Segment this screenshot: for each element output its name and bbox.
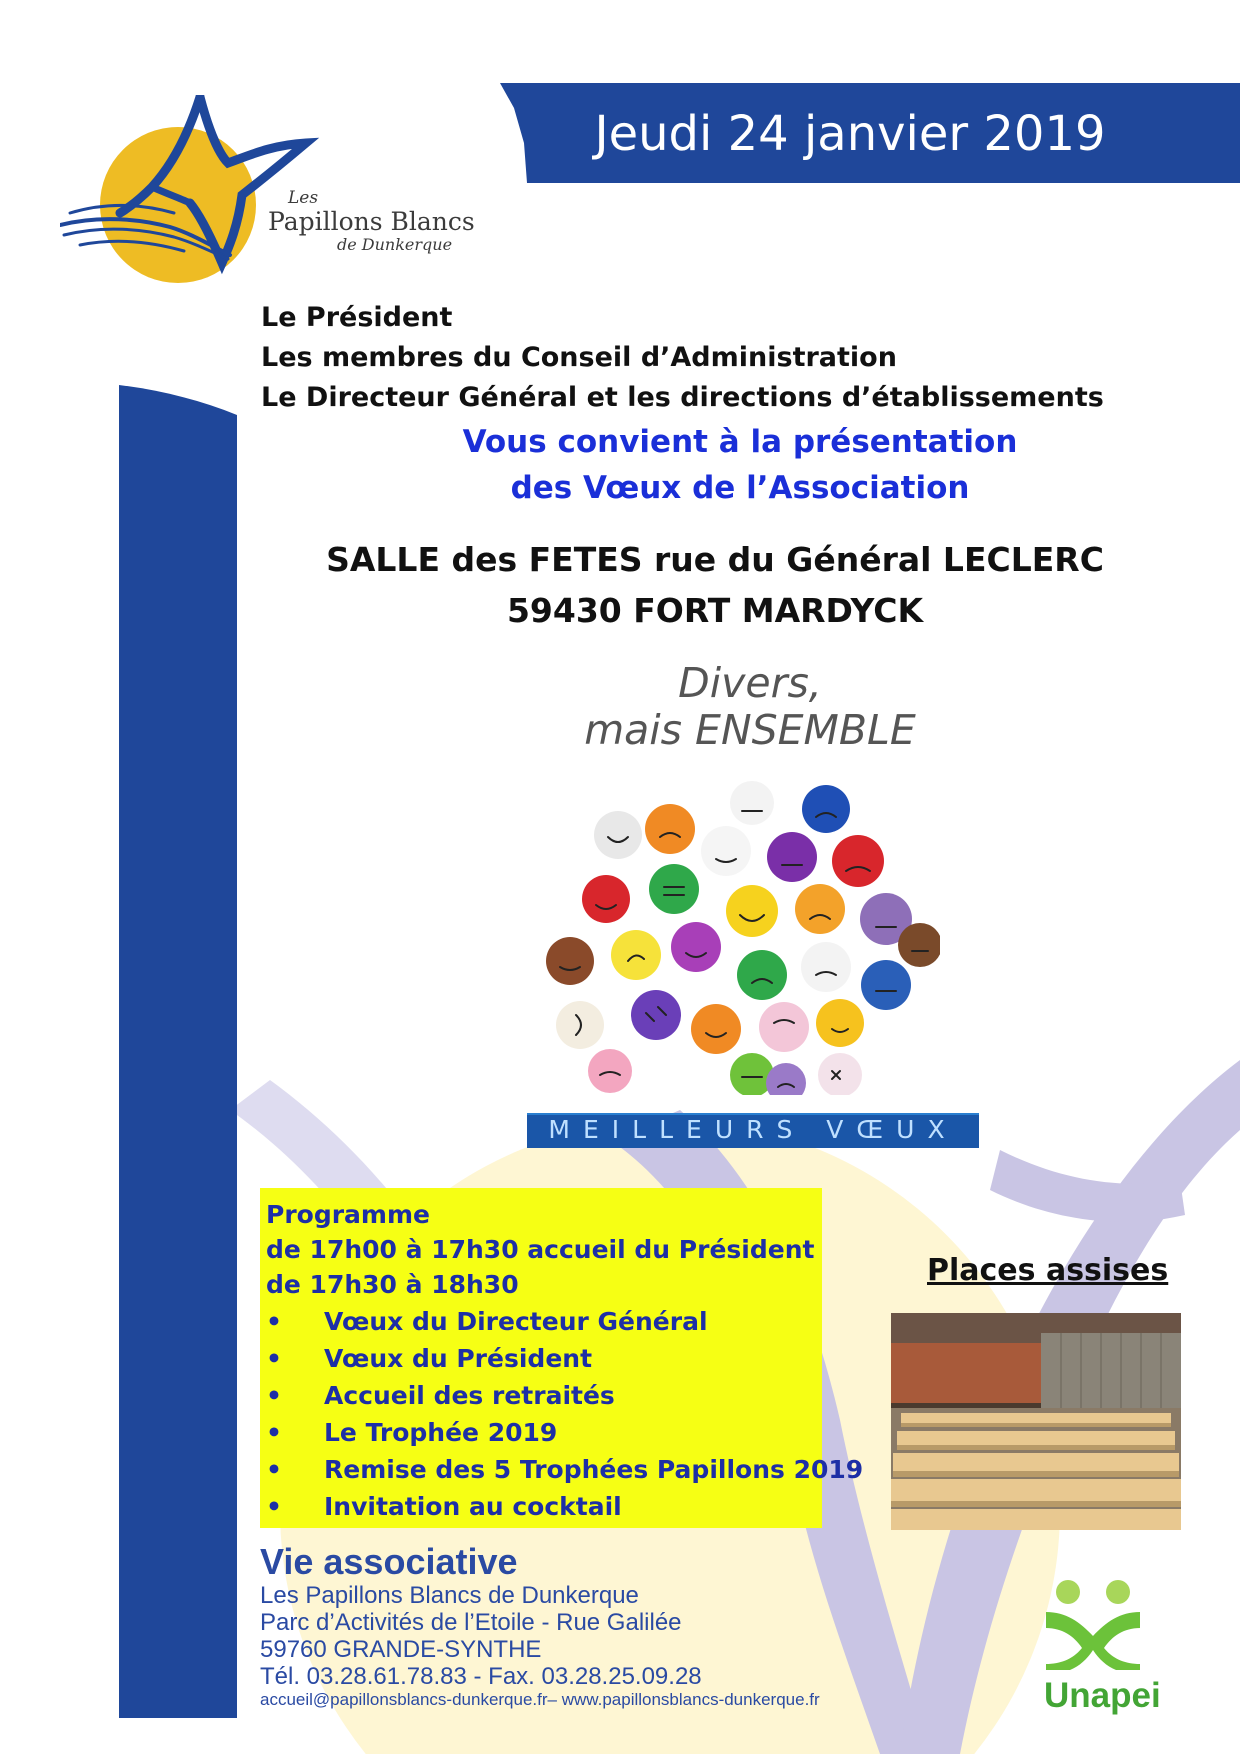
- programme-title: Programme: [266, 1200, 430, 1229]
- programme-slot-1: de 17h00 à 17h30 accueil du Président: [266, 1235, 815, 1264]
- vie-associative-title: Vie associative: [260, 1541, 518, 1582]
- tagline-line-1: Divers,: [678, 659, 822, 707]
- unapei-name: Unapei: [1044, 1676, 1161, 1715]
- seated-room-photo: [891, 1313, 1181, 1530]
- bullet-icon: •: [266, 1455, 282, 1484]
- footer-contact: accueil@papillonsblancs-dunkerque.fr– www.papillonsblancs-dunkerque.fr: [260, 1690, 820, 1709]
- meilleurs-voeux-text: MEILLEURS VŒUX: [548, 1115, 958, 1144]
- programme-item-label: Remise des 5 Trophées Papillons 2019: [324, 1455, 864, 1484]
- programme-item-label: Le Trophée 2019: [324, 1418, 558, 1447]
- programme-item-label: Invitation au cocktail: [324, 1492, 622, 1521]
- emoji-balls-illustration: [540, 775, 940, 1095]
- bullet-icon: •: [266, 1492, 282, 1521]
- programme-item-label: Accueil des retraités: [324, 1381, 615, 1410]
- programme-item: [266, 1307, 708, 1336]
- programme-item: [266, 1381, 615, 1410]
- places-assises-title: Places assises: [927, 1253, 1169, 1288]
- tagline: [560, 660, 940, 754]
- invitation-line-2: des Vœux de l’Association: [510, 470, 970, 506]
- event-date: Jeudi 24 janvier 2019: [594, 106, 1106, 162]
- programme-item: [266, 1418, 557, 1447]
- unapei-logo-icon: [1046, 1578, 1140, 1670]
- papillons-blancs-logo: [60, 95, 470, 285]
- bullet-icon: •: [266, 1381, 282, 1410]
- programme-item-label: Vœux du Directeur Général: [324, 1307, 708, 1336]
- footer-org: Les Papillons Blancs de Dunkerque: [260, 1582, 639, 1609]
- tagline-line-2: mais ENSEMBLE: [584, 706, 916, 755]
- logo-text-les: Les: [288, 188, 319, 208]
- bullet-icon: •: [266, 1344, 282, 1373]
- programme-item-label: Vœux du Président: [324, 1344, 593, 1373]
- logo-text-dunkerque: de Dunkerque: [337, 235, 453, 254]
- footer-address-2: 59760 GRANDE-SYNTHE: [260, 1636, 542, 1663]
- logo-text-papillons-blancs: Papillons Blancs: [268, 207, 475, 236]
- intro-president: Le Président: [261, 302, 453, 333]
- venue-city: 59430 FORT MARDYCK: [506, 591, 924, 630]
- footer-address-1: Parc d’Activités de l’Etoile - Rue Galilée: [260, 1609, 682, 1636]
- programme-slot-2: de 17h30 à 18h30: [266, 1270, 519, 1299]
- programme-item: [266, 1455, 863, 1484]
- invitation-line-1: Vous convient à la présentation: [462, 424, 1018, 460]
- intro-conseil: Les membres du Conseil d’Administration: [261, 342, 897, 373]
- venue-address: SALLE des FETES rue du Général LECLERC: [326, 540, 1104, 579]
- programme-item: [266, 1344, 592, 1373]
- bullet-icon: •: [266, 1307, 282, 1336]
- intro-directeur: Le Directeur Général et les directions d’établissements: [261, 382, 1104, 413]
- footer-phone: Tél. 03.28.61.78.83 - Fax. 03.28.25.09.28: [260, 1663, 702, 1690]
- programme-item: [266, 1492, 622, 1521]
- bullet-icon: •: [266, 1418, 282, 1447]
